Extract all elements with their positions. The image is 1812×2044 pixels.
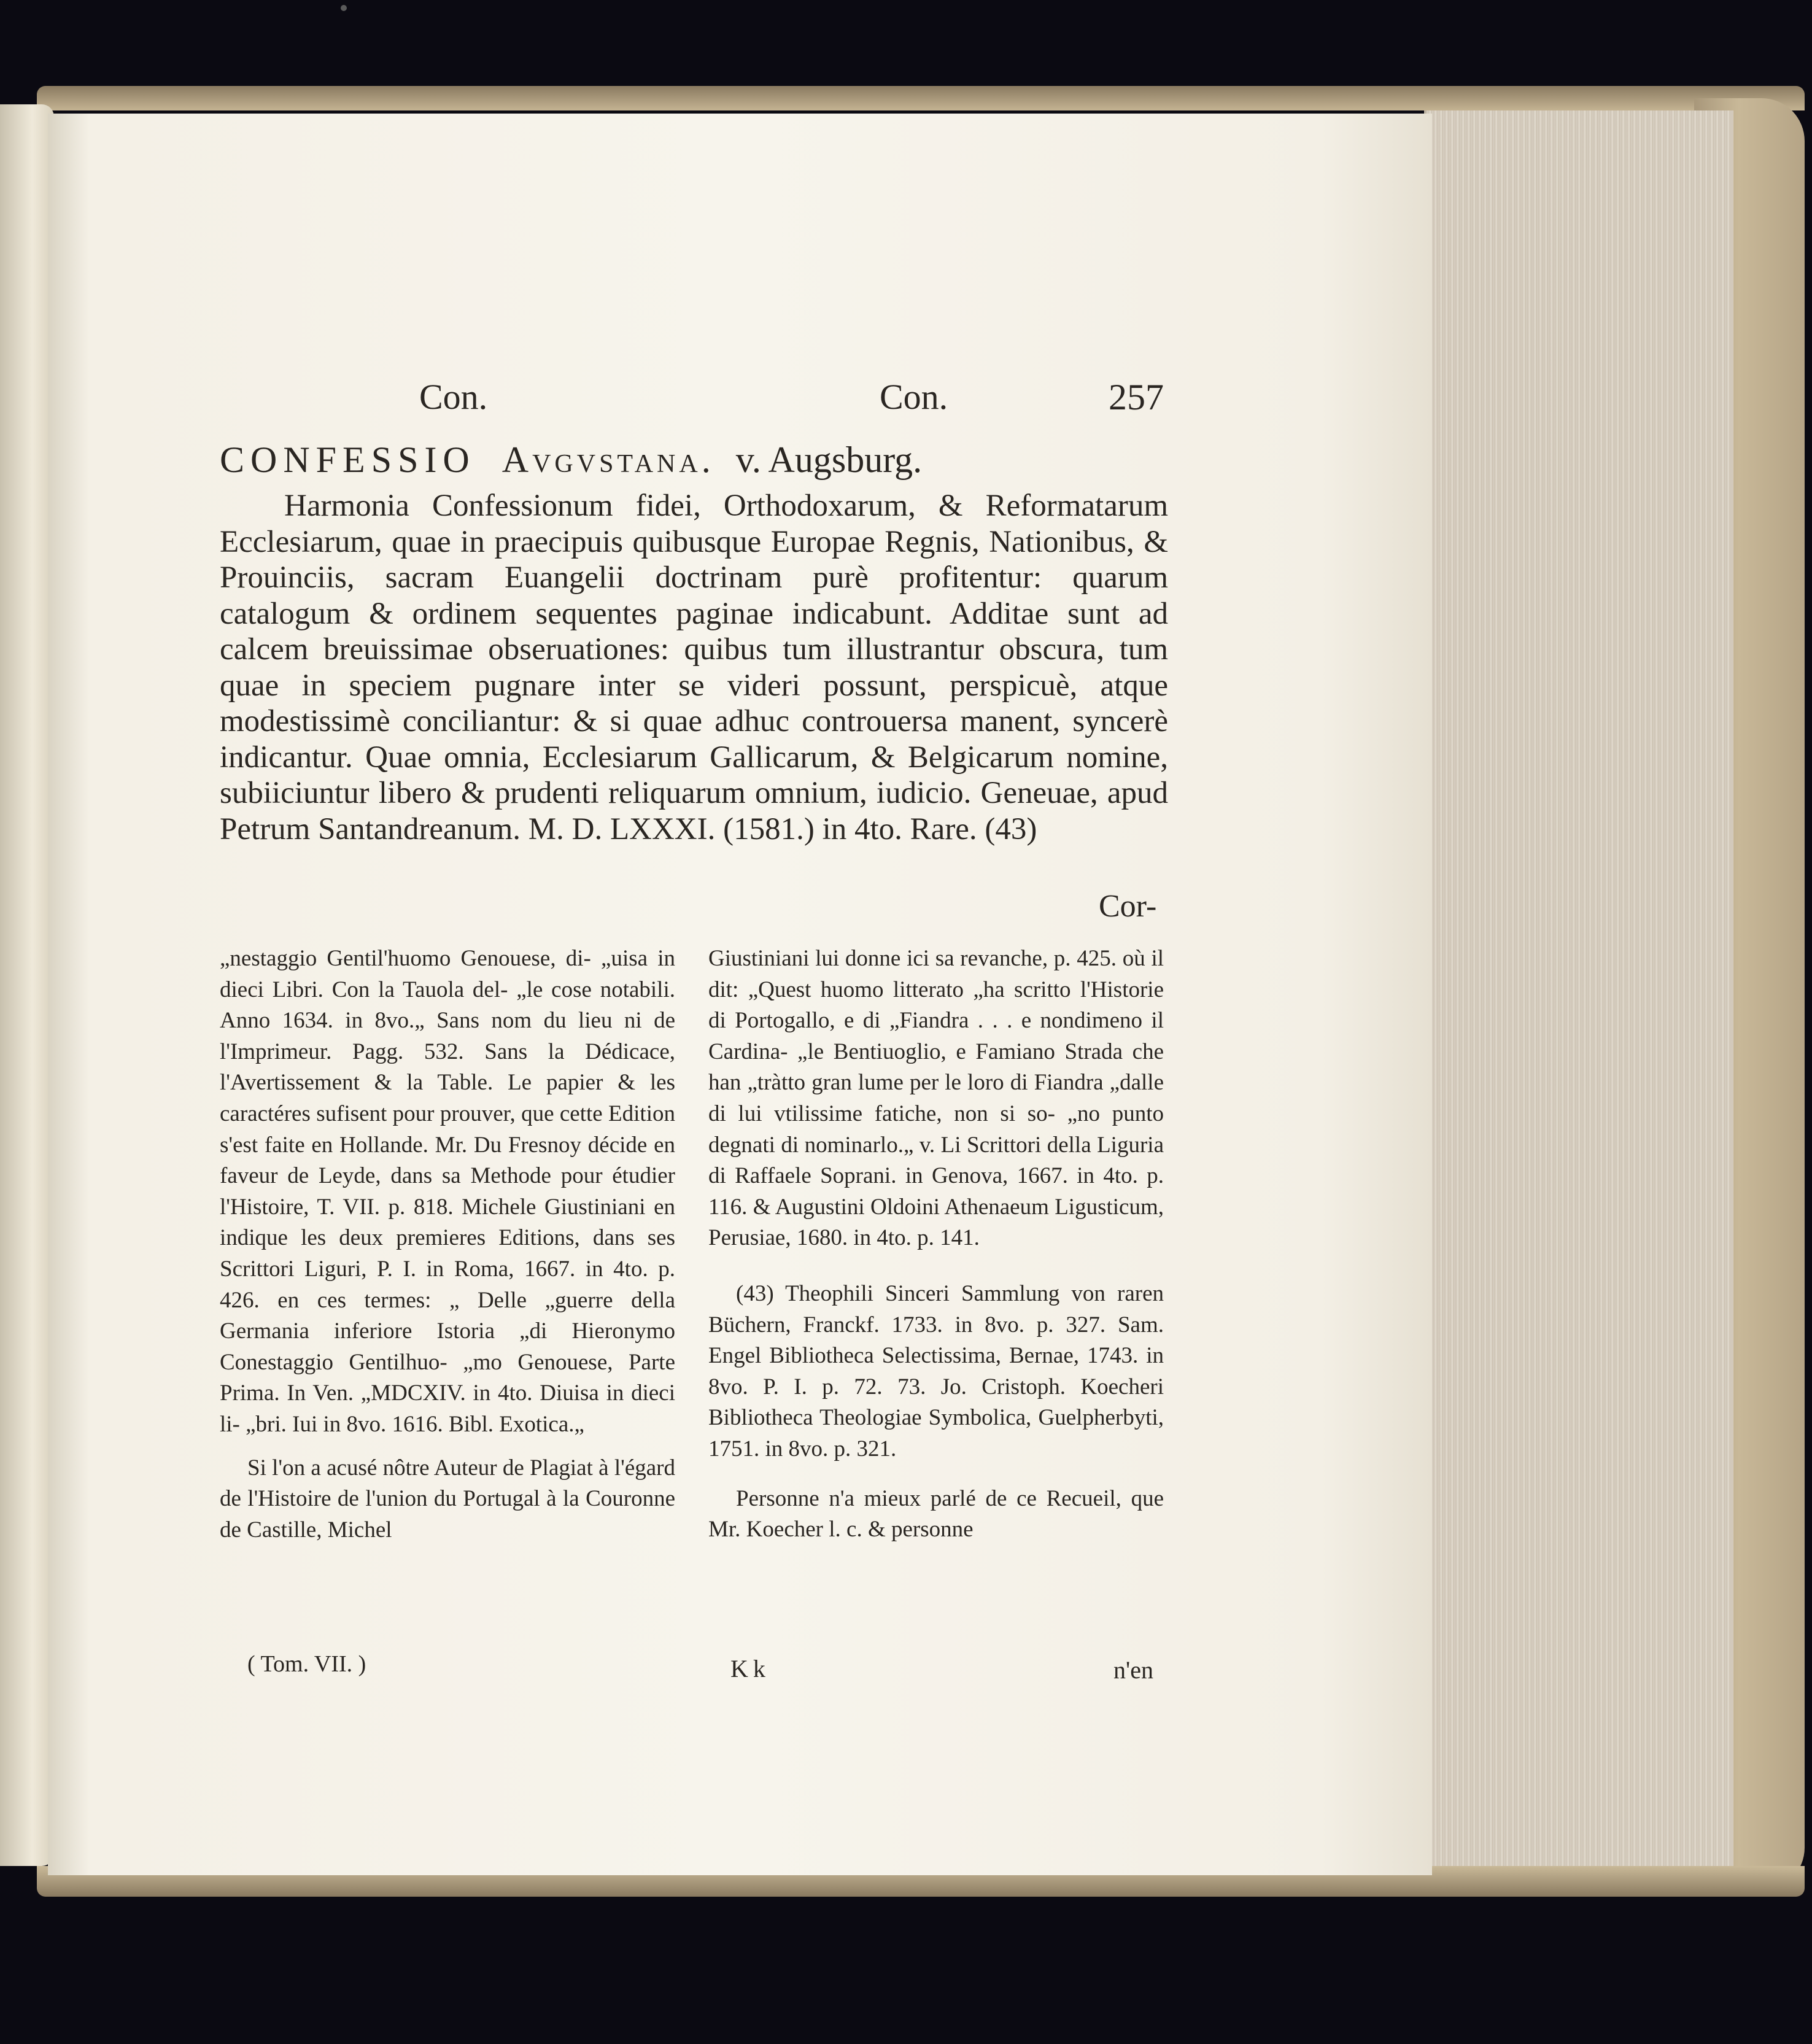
right-paragraph-3: Personne n'a mieux parlé de ce Recueil, que Mr. Koecher l. c. & personne (708, 1485, 1164, 1543)
open-book (0, 86, 1812, 1897)
right-paragraph-1: Giustiniani lui donne ici sa revanche, p. 425. où il dit: „Quest huomo litterato „ha scritto l'Historie di Portogallo, e di „Fiandra . . . e nondimeno il Cardina- „le Bentiuoglio, e Famiano Strada che han „tràtto gran lume per le loro di Fiandra „dalle di lui vtilissime fatiche, non si so- „no punto degnati di nominarlo.„ v. Li Scrittori della Liguria di Raffaele Soprani. in Genova, 1667. in 4to. p. 116. & Augustini Oldoini Athenaeum Ligusticum, Perusiae, 1680. in 4to. p. 141. (708, 946, 1164, 1251)
left-paragraph-2: Si l'on a acusé nôtre Auteur de Plagiat à l'égard de l'Histoire de l'union du Portugal à la Couronne de Castille, Michel (220, 1455, 675, 1543)
entry-catchword: Cor- (1099, 889, 1157, 924)
dust-speck (341, 5, 347, 11)
page-block-edges (1424, 110, 1733, 1872)
entry-subtitle: Avgvstana. (501, 439, 714, 480)
running-head-left: Con. (419, 377, 488, 417)
signature-mark: Kk (730, 1655, 770, 1682)
entry-title: CONFESSIO (220, 439, 476, 480)
page-number: 257 (1109, 377, 1164, 417)
book-cover-top (37, 86, 1805, 110)
right-footnote-column (708, 943, 1164, 1546)
page-257 (48, 114, 1432, 1875)
entry-body: Harmonia Confessionum fidei, Orthodoxarum, & Reformatarum Ecclesiarum, quae in praecipuis quibusque Europae Regnis, Nationibus, & Prouinciis, sacram Euangelii doctrinam purè profitentur: quarum catalogum & ordinem sequentes paginae indicabunt. Additae sunt ad calcem breuissimae obseruationes: quibus tum illustrantur obscura, tum quae in speciem pugnare inter se videri possunt, perspicuè, atque modestissimè conciliantur: & si quae adhuc controuersa manent, syncerè indicantur. Quae omnia, Ecclesiarum Gallicarum, & Belgicarum nomine, subiiciuntur libero & prudenti reliquarum omnium, iudicio. Geneuae, apud Petrum Santandreanum. M. D. LXXXI. (1581.) in 4to. Rare. (43) (220, 489, 1168, 846)
entry-cross-reference: v. Augsburg. (735, 439, 923, 480)
entry-heading (220, 439, 922, 481)
right-paragraph-2: (43) Theophili Sinceri Sammlung von raren Büchern, Franckf. 1733. in 8vo. p. 327. Sam. Engel Bibliotheca Selectissima, Bernae, 1743. in 8vo. P. I. p. 72. 73. Jo. Cristoph. Koecheri Bibliotheca Theologiae Symbolica, Guelpherbyti, 1751. in 8vo. p. 321. (708, 1280, 1164, 1461)
running-head-center: Con. (880, 377, 948, 417)
page-catchword: n'en (1113, 1656, 1153, 1684)
left-paragraph-1: „nestaggio Gentil'huomo Genouese, di- „uisa in dieci Libri. Con la Tauola del- „le cose notabili. Anno 1634. in 8vo.„ Sans nom du lieu ni de l'Imprimeur. Pagg. 532. Sans la Dédicace, l'Avertissement & la Table. Le papier & les caractéres sufisent pour prouver, que cette Edition s'est faite en Hollande. Mr. Du Fresnoy décide en faveur de Leyde, dans sa Methode pour étudier l'Histoire, T. VII. p. 818. Michele Giustiniani en indique les deux premieres Editions, dans ses Scrittori Liguri, P. I. in Roma, 1667. in 4to. p. 426. en ces termes: „ Delle „guerre della Germania inferiore Istoria „di Hieronymo Conestaggio Gentilhuo- „mo Genouese, Parte Prima. In Ven. „MDCXIV. in 4to. Diuisa in dieci li- „bri. Iui in 8vo. 1616. Bibl. Exotica.„ (220, 946, 675, 1437)
volume-signature: ( Tom. VII. ) (247, 1651, 366, 1677)
left-footnote-column (220, 943, 675, 1546)
previous-page-edge (0, 104, 54, 1866)
